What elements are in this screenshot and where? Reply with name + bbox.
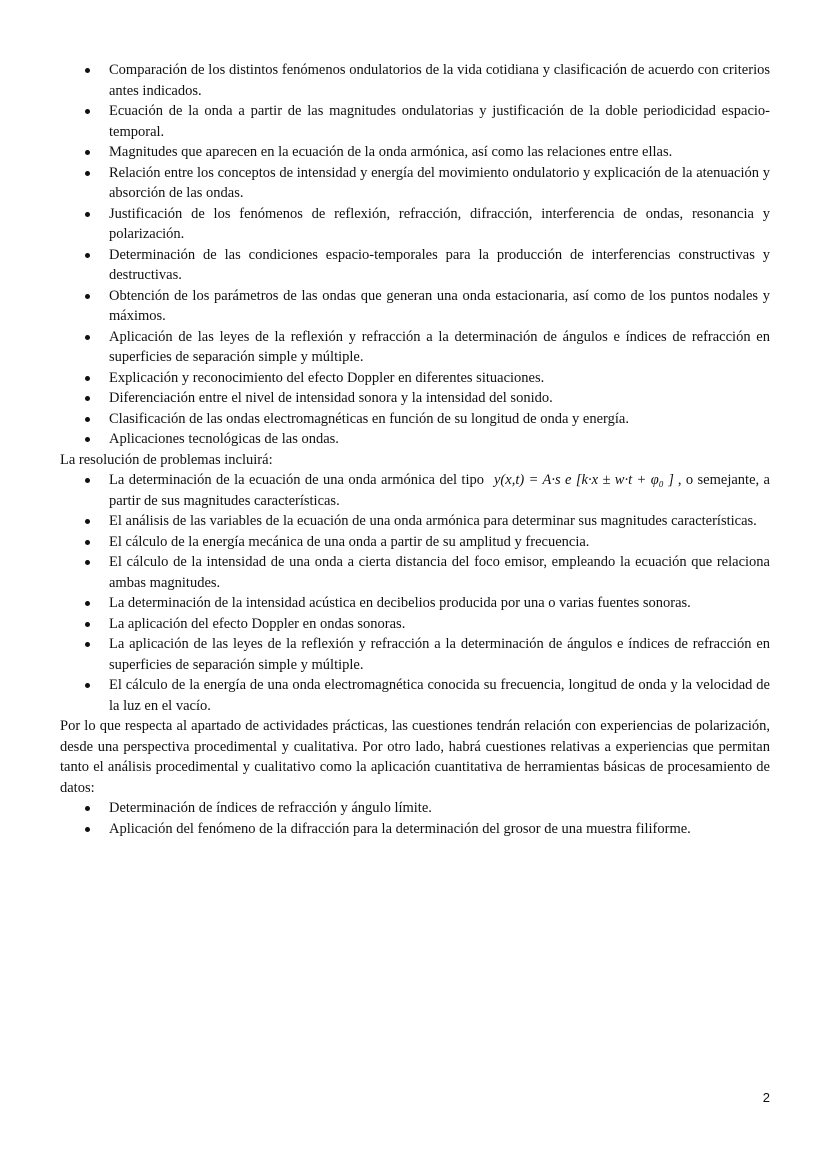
list-item: La aplicación del efecto Doppler en ondas sonoras. <box>60 614 770 635</box>
list-item: Explicación y reconocimiento del efecto Doppler en diferentes situaciones. <box>60 368 770 389</box>
bullet-icon <box>85 622 90 627</box>
bullet-icon <box>85 437 90 442</box>
list-item: El cálculo de la energía mecánica de una onda a partir de su amplitud y frecuencia. <box>60 532 770 553</box>
list-item: Aplicación de las leyes de la reflexión y refracción a la determinación de ángulos e índices de refracción en superficies de separación simple y múltiple. <box>60 327 770 368</box>
bullet-icon <box>85 540 90 545</box>
bullet-icon <box>85 601 90 606</box>
list-item-formula: La determinación de la ecuación de una onda armónica del tipo y(x,t) = A·s e [k·x ± w·t + φ₀ ] , o semejante, a partir de sus magnitudes características. <box>60 470 770 511</box>
bullet-icon <box>85 478 90 483</box>
bullet-icon <box>85 376 90 381</box>
list-item: Aplicaciones tecnológicas de las ondas. <box>60 429 770 450</box>
list-item: Determinación de índices de refracción y ángulo límite. <box>60 798 770 819</box>
page-number: 2 <box>762 1090 770 1105</box>
list-item: Determinación de las condiciones espacio-temporales para la producción de interferencias constructivas y destructivas. <box>60 245 770 286</box>
bullet-icon <box>85 150 90 155</box>
bullet-icon <box>85 519 90 524</box>
bullet-icon <box>85 294 90 299</box>
bullet-icon <box>85 417 90 422</box>
bullet-icon <box>85 683 90 688</box>
list-item: Clasificación de las ondas electromagnéticas en función de su longitud de onda y energía. <box>60 409 770 430</box>
list-item: Aplicación del fenómeno de la difracción para la determinación del grosor de una muestra filiforme. <box>60 819 770 840</box>
bullet-icon <box>85 253 90 258</box>
list-item: Justificación de los fenómenos de reflexión, refracción, difracción, interferencia de ondas, resonancia y polarización. <box>60 204 770 245</box>
wave-equation-formula: y(x,t) = A·s e [k·x ± w·t + φ₀ ] <box>494 472 674 488</box>
list-item: El cálculo de la energía de una onda electromagnética conocida su frecuencia, longitud de onda y la velocidad de la luz en el vacío. <box>60 675 770 716</box>
list-item: Comparación de los distintos fenómenos ondulatorios de la vida cotidiana y clasificación de acuerdo con criterios antes indicados. <box>60 60 770 101</box>
problems-intro: La resolución de problemas incluirá: <box>60 451 273 468</box>
bullet-icon <box>85 827 90 832</box>
list-item: Ecuación de la onda a partir de las magnitudes ondulatorias y justificación de la doble periodicidad espacio-temporal. <box>60 101 770 142</box>
learning-outcomes-list <box>60 60 770 450</box>
list-item: Obtención de los parámetros de las ondas que generan una onda estacionaria, así como de los puntos nodales y máximos. <box>60 286 770 327</box>
list-item: Magnitudes que aparecen en la ecuación de la onda armónica, así como las relaciones entre ellas. <box>60 142 770 163</box>
bullet-icon <box>85 335 90 340</box>
bullet-icon <box>85 806 90 811</box>
bullet-icon <box>85 68 90 73</box>
page-content <box>60 60 770 839</box>
list-item: La aplicación de las leyes de la reflexión y refracción a la determinación de ángulos e índices de refracción en superficies de separación simple y múltiple. <box>60 634 770 675</box>
bullet-icon <box>85 109 90 114</box>
list-item: Diferenciación entre el nivel de intensidad sonora y la intensidad del sonido. <box>60 388 770 409</box>
bullet-icon <box>85 212 90 217</box>
problems-list <box>60 470 770 716</box>
bullet-icon <box>85 560 90 565</box>
list-item: La determinación de la intensidad acústica en decibelios producida por una o varias fuentes sonoras. <box>60 593 770 614</box>
practical-activities-paragraph: Por lo que respecta al apartado de actividades prácticas, las cuestiones tendrán relación con experiencias de polarización, desde una perspectiva procedimental y cualitativa. Por otro lado, habrá cuestiones relativas a experiencias que permitan tanto el análisis procedimental y cualitativo como la aplicación cuantitativa de herramientas básicas de procesamiento de datos: <box>60 718 770 796</box>
practical-activities-list <box>60 798 770 839</box>
list-item: El análisis de las variables de la ecuación de una onda armónica para determinar sus magnitudes características. <box>60 511 770 532</box>
bullet-icon <box>85 642 90 647</box>
list-item: Relación entre los conceptos de intensidad y energía del movimiento ondulatorio y explicación de la atenuación y absorción de las ondas. <box>60 163 770 204</box>
list-item: El cálculo de la intensidad de una onda a cierta distancia del foco emisor, empleando la ecuación que relaciona ambas magnitudes. <box>60 552 770 593</box>
bullet-icon <box>85 171 90 176</box>
bullet-icon <box>85 396 90 401</box>
